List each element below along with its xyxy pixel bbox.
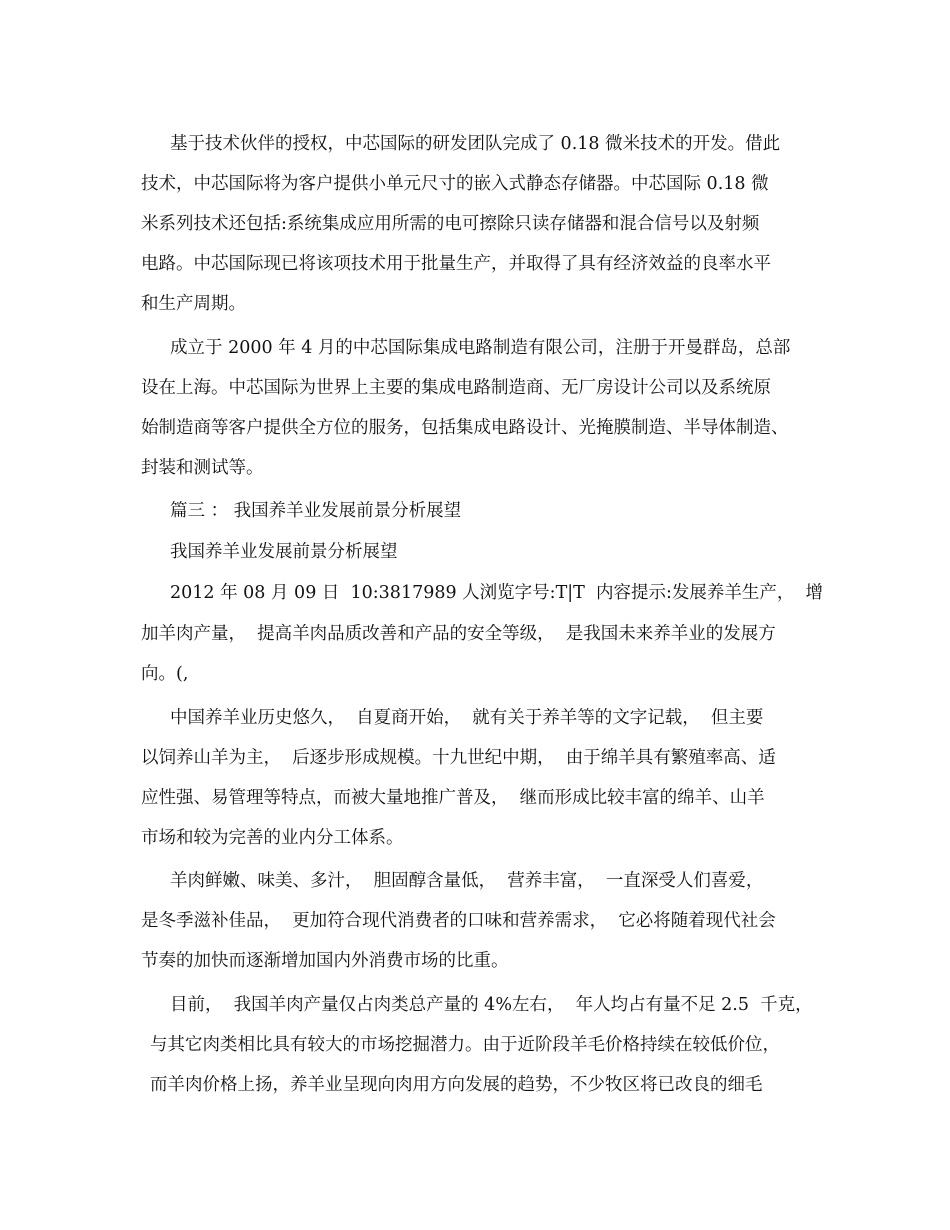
paragraph-7-line-3: 节奏的加快而逐渐增加国内外消费市场的比重。: [141, 951, 509, 971]
article-meta-line-3: 向。(,: [141, 664, 189, 684]
paragraph-1-line-1: 基于技术伙伴的授权，中芯国际的研发团队完成了 0.18 微米技术的开发。借此: [170, 134, 781, 154]
section-heading: 篇三 ： 我国养羊业发展前景分析展望: [170, 501, 462, 521]
paragraph-2-line-1: 成立于 2000 年 4 月的中芯国际集成电路制造有限公司，注册于开曼群岛，总部: [170, 338, 791, 358]
paragraph-1-line-2: 技术，中芯国际将为客户提供小单元尺寸的嵌入式静态存储器。中芯国际 0.18 微: [141, 174, 769, 194]
paragraph-8-line-1: 目前， 我国羊肉产量仅占肉类总产量的 4%左右， 年人均占有量不足 2.5 千克，: [170, 995, 813, 1015]
paragraph-1-line-4: 电路。中芯国际现已将该项技术用于批量生产，并取得了具有经济效益的良率水平: [141, 254, 771, 274]
paragraph-2-line-3: 始制造商等客户提供全方位的服务，包括集成电路设计、光掩膜制造、半导体制造、: [141, 418, 789, 438]
paragraph-7-line-2: 是冬季滋补佳品， 更加符合现代消费者的口味和营养需求， 它必将随着现代社会: [141, 911, 776, 931]
paragraph-7-line-1: 羊肉鲜嫩、味美、多汁， 胆固醇含量低， 营养丰富， 一直深受人们喜爱，: [170, 871, 764, 891]
paragraph-2-line-2: 设在上海。中芯国际为世界上主要的集成电路制造商、无厂房设计公司以及系统原: [141, 378, 771, 398]
paragraph-6-line-1: 中国养羊业历史悠久， 自夏商开始， 就有关于养羊等的文字记载， 但主要: [170, 708, 764, 728]
paragraph-6-line-4: 市场和较为完善的业内分工体系。: [141, 828, 404, 848]
paragraph-2-line-4: 封装和测试等。: [141, 458, 264, 478]
paragraph-6-line-3: 应性强、易管理等特点，而被大量地推广普及， 继而形成比较丰富的绵羊、山羊: [141, 788, 765, 808]
article-title: 我国养羊业发展前景分析展望: [170, 542, 398, 562]
paragraph-1-line-3: 米系列技术还包括:系统集成应用所需的电可擦除只读存储器和混合信号以及射频: [141, 214, 760, 234]
paragraph-6-line-2: 以饲养山羊为主， 后逐步形成规模。十九世纪中期， 由于绵羊具有繁殖率高、适: [141, 748, 776, 768]
article-meta-line-1: 2012 年 08 月 09 日 10:3817989 人浏览字号:T|T 内容提示:发展养羊生产， 增: [170, 583, 823, 603]
paragraph-8-line-3: 而羊肉价格上扬，养羊业呈现向肉用方向发展的趋势，不少牧区将已改良的细毛: [150, 1075, 763, 1095]
article-meta-line-2: 加羊肉产量， 提高羊肉品质改善和产品的安全等级， 是我国未来养羊业的发展方: [141, 624, 776, 644]
paragraph-1-line-5: 和生产周期。: [141, 294, 246, 314]
paragraph-8-line-2: 与其它肉类相比具有较大的市场挖掘潜力。由于近阶段羊毛价格持续在较低价位，: [150, 1035, 780, 1055]
